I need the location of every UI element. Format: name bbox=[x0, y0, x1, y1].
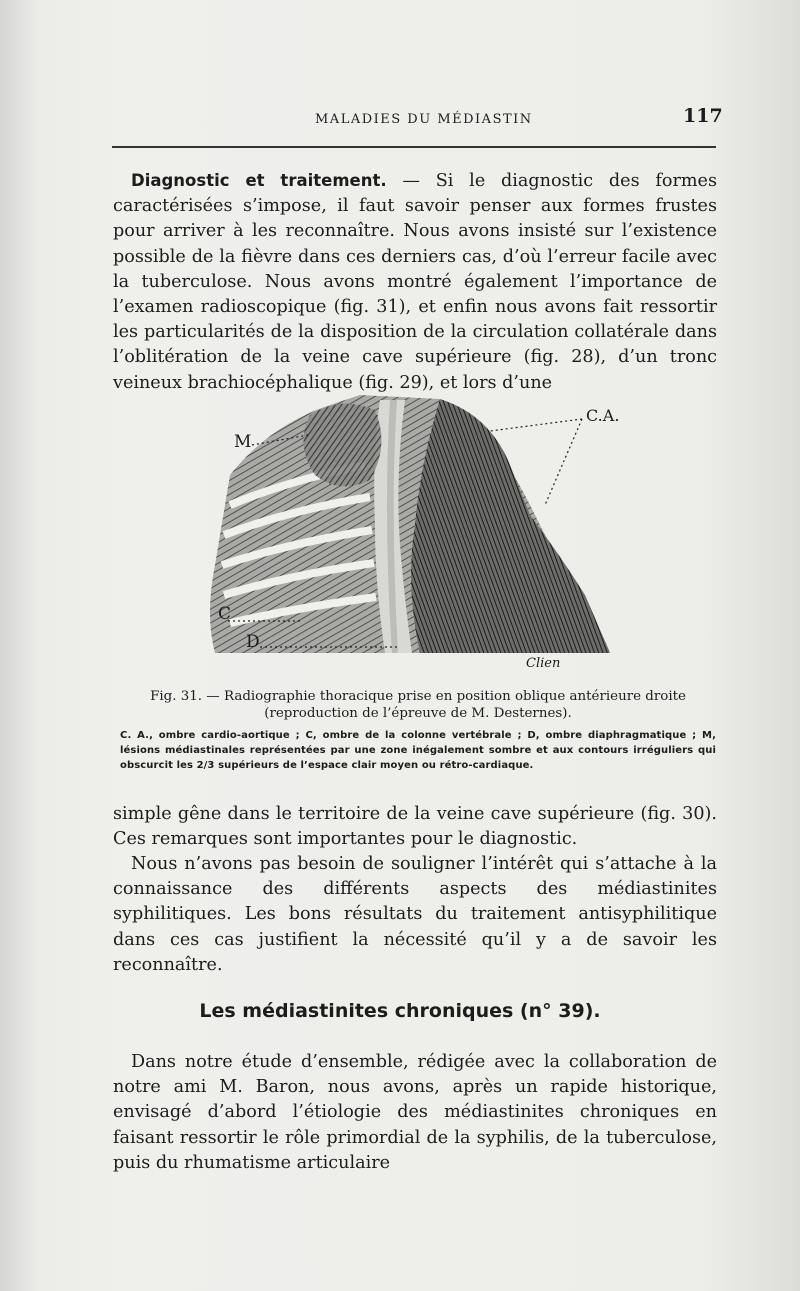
label-diaphragm: D bbox=[246, 632, 260, 652]
radiograph-figure bbox=[190, 385, 630, 675]
paragraph-syphilitic: Nous n’avons pas besoin de souligner l’intérêt qui s’attache à la connaissance des différents aspects des médiastinites syphilitiques. Les bons résultats du traitement antisyphilitique dans ces cas justifient la nécessité qu’il y a de savoir les reconnaître. bbox=[113, 854, 717, 975]
paragraph-lead: Diagnostic et traitement. bbox=[131, 171, 387, 190]
figure-legend: C. A., ombre cardio-aortique ; C, ombre de la colonne vertébrale ; D, ombre diaphragmatique ; M, lésions médiastinales représentées par une zone inégalement sombre et aux contours irréguliers qui obscurcit les 2/3 supérieurs de l’espace clair moyen ou rétro-cardiaque. bbox=[120, 730, 716, 771]
paragraph-diagnostic bbox=[113, 168, 717, 396]
figure-caption: Fig. 31. — Radiographie thoracique prise en position oblique antérieure droite (reproduction de l’épreuve de M. Desternes). bbox=[150, 689, 686, 721]
radiograph-drawing bbox=[190, 385, 630, 675]
paragraph-continuation: simple gêne dans le territoire de la veine cave supérieure (fig. 30). Ces remarques sont importantes pour le diagnostic. bbox=[113, 804, 717, 850]
artist-signature: Clien bbox=[526, 656, 561, 671]
label-cardio-aortic: C.A. bbox=[586, 406, 620, 425]
label-mediastinal-lesions: M bbox=[234, 432, 252, 452]
page-number: 117 bbox=[683, 105, 723, 127]
label-vertebral-column: C bbox=[218, 604, 232, 624]
paragraph-study: Dans notre étude d’ensemble, rédigée avec la collaboration de notre ami M. Baron, nous avons, après un rapide historique, envisagé d’abord l’étiologie des médiastinites chroniques en faisant ressortir le rôle primordial de la syphilis, de la tuberculose, puis du rhumatisme articulaire bbox=[113, 1052, 717, 1173]
running-head: MALADIES DU MÉDIASTIN bbox=[315, 112, 533, 127]
paragraph-body: — Si le diagnostic des formes caractérisées s’impose, il faut savoir penser aux formes frustes pour arriver à les reconnaître. Nous avons insisté sur l’existence possible de la fièvre dans ces derniers cas, d’où l’erreur facile avec la tuberculose. Nous avons montré également l’importance de l’examen radioscopique (fig. 31), et enfin nous avons fait ressortir les particularités de la disposition de la circulation collatérale dans l’oblitération de la veine cave supérieure (fig. 28), d’un tronc veineux brachiocéphalique (fig. 29), et lors d’une bbox=[113, 171, 717, 393]
header-rule bbox=[112, 146, 716, 148]
section-heading: Les médiastinites chroniques (n° 39). bbox=[199, 1000, 601, 1022]
